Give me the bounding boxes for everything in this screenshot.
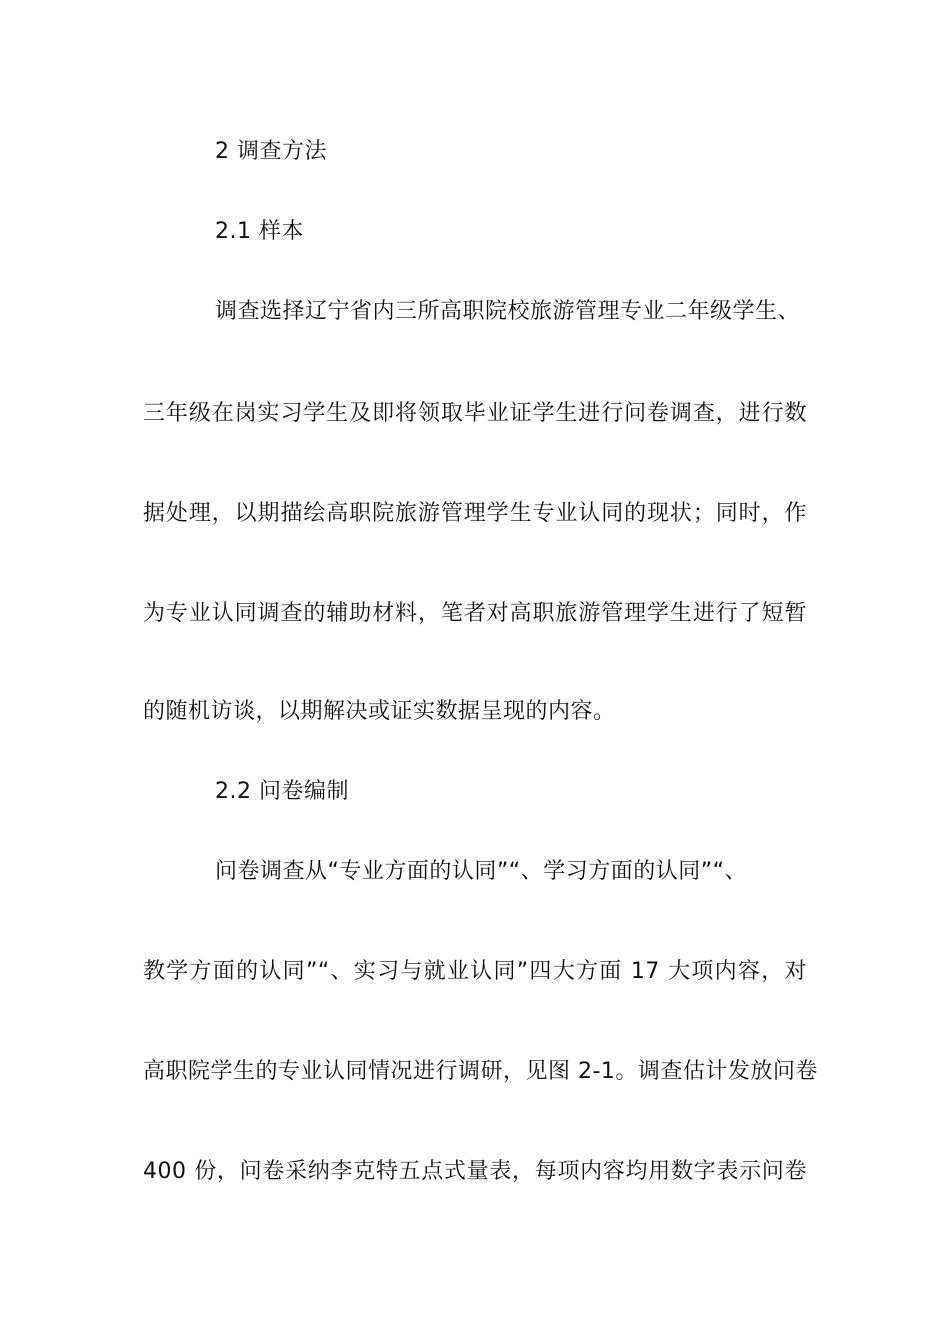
paragraph-line: 调查选择辽宁省内三所高职院校旅游管理专业二年级学生、: [215, 299, 801, 324]
paragraph-line: 的随机访谈，以期解决或证实数据呈现的内容。: [143, 699, 616, 724]
paragraph-line: 为专业认同调查的辅助材料，笔者对高职旅游管理学生进行了短暂: [143, 601, 807, 626]
subsection-heading-questionnaire: 2.2 问卷编制: [215, 779, 349, 804]
section-heading: 2 调查方法: [215, 139, 327, 164]
paragraph-line: 高职院学生的专业认同情况进行调研，见图 2-1。调查估计发放问卷: [143, 1059, 818, 1084]
paragraph-line: 问卷调查从“专业方面的认同”“、学习方面的认同”“、: [215, 859, 747, 884]
paragraph-line: 据处理，以期描绘高职院旅游管理学生专业认同的现状；同时，作: [143, 501, 807, 526]
subsection-heading-sample: 2.1 样本: [215, 219, 304, 244]
paragraph-line: 教学方面的认同”“、实习与就业认同”四大方面 17 大项内容，对: [143, 959, 807, 984]
paragraph-line: 400 份，问卷采纳李克特五点式量表，每项内容均用数字表示问卷: [143, 1159, 807, 1184]
paragraph-line: 三年级在岗实习学生及即将领取毕业证学生进行问卷调查，进行数: [143, 401, 807, 426]
